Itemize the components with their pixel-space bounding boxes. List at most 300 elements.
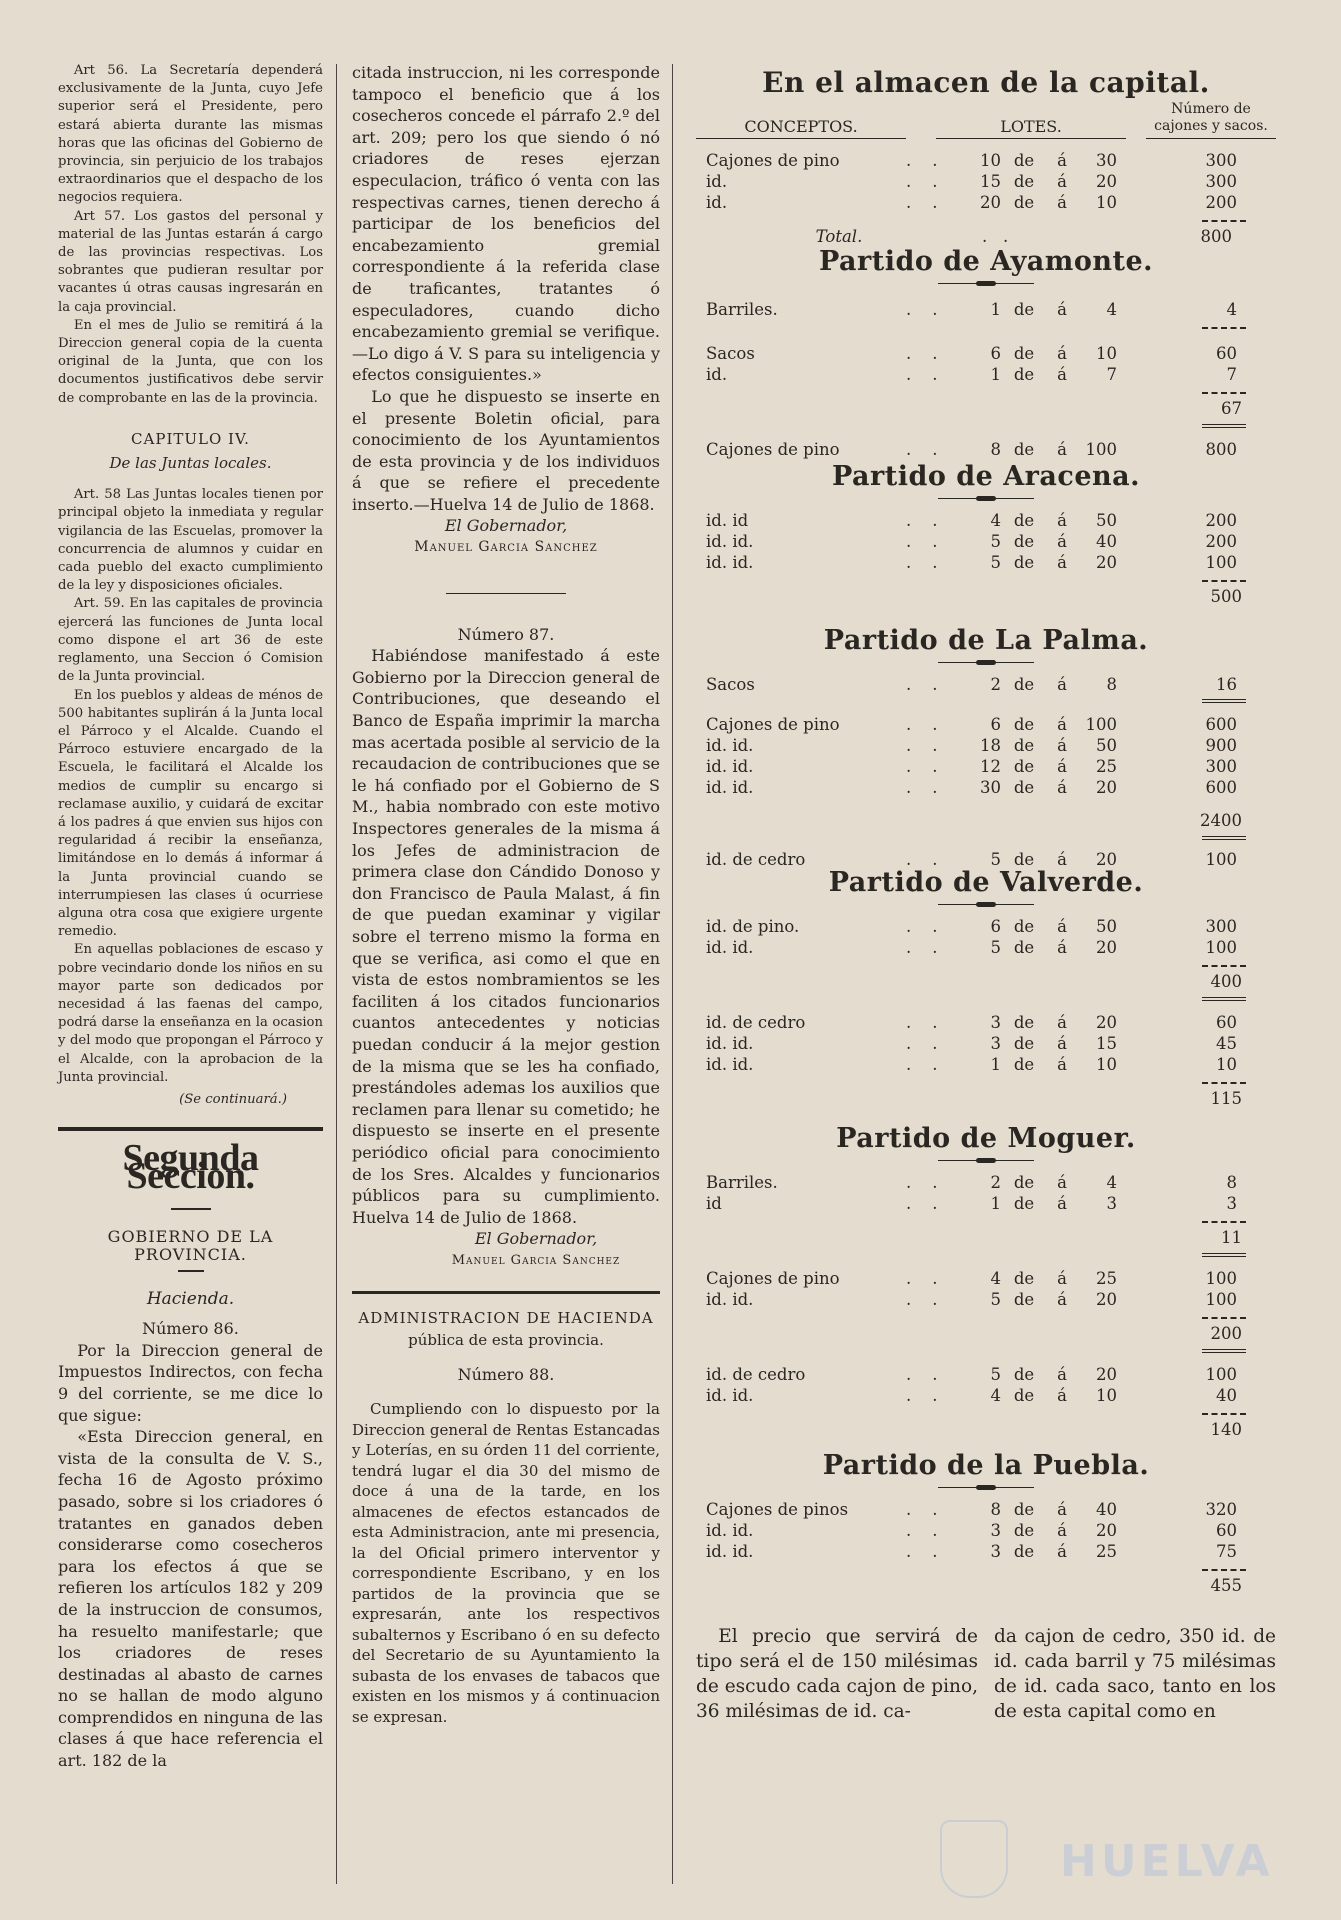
row-lot-count: 4 <box>990 1386 1001 1405</box>
row-de: de <box>1013 1269 1035 1288</box>
row-concept: id. id <box>706 511 749 530</box>
row-dots: . . <box>906 736 938 755</box>
gobernador-label: El Gobernador, <box>444 516 568 536</box>
art-56: Art 56. La Secretaría dependerá exclusivamente de la Junta, cuyo Jefe superior será el Presidente, pero estará abierta durante las mismas horas que las oficinas del Gobierno de provincia, sin perjuicio de los trabajos extraordinarios que el despacho de los negocios requiera. <box>58 63 323 206</box>
row-de: de <box>1013 1194 1035 1213</box>
row-de: de <box>1013 511 1035 530</box>
ornament <box>938 902 1034 907</box>
lot-row <box>696 1365 1276 1386</box>
double-rule <box>1202 836 1246 840</box>
section-divider <box>58 1127 323 1131</box>
row-lot-count: 1 <box>990 1194 1001 1213</box>
row-dots: . . <box>906 1194 938 1213</box>
library-stamp-icon <box>940 1820 1008 1898</box>
puebla-title: Partido de la Puebla. <box>822 1450 1150 1481</box>
sum-rule <box>1202 327 1246 330</box>
total-value: 800 <box>1200 227 1232 246</box>
row-number: 16 <box>1216 675 1237 694</box>
moguer-rows-1 <box>696 1173 1276 1215</box>
row-de: de <box>1013 917 1035 936</box>
row-lot-size: 10 <box>1096 1055 1117 1074</box>
lot-row <box>696 1521 1276 1542</box>
lot-row <box>696 365 1276 386</box>
row-lot-count: 3 <box>990 1521 1001 1540</box>
row-dots: . . <box>906 675 938 694</box>
row-number: 7 <box>1226 365 1237 384</box>
row-number: 600 <box>1205 715 1237 734</box>
chapter-subtitle: De las Juntas locales. <box>109 454 272 473</box>
row-de: de <box>1013 151 1035 170</box>
poblaciones-paragraph: En aquellas poblaciones de escaso y pobre vecindario donde los niños en su mayor parte son dedicados por necesidad á las faenas del campo, podrá darse la enseñanza en la ocasion y del modo que propongan el Párroco y el Alcalde, con la aprobacion de la Junta provincial. <box>58 942 323 1085</box>
row-de: de <box>1013 850 1035 869</box>
lot-row <box>696 1173 1276 1194</box>
capital-total-row: Total. . . 800 <box>696 227 1276 248</box>
row-a: á <box>1057 1365 1067 1384</box>
row-number: 10 <box>1216 1055 1237 1074</box>
ayamonte-sum: 67 <box>1221 399 1242 418</box>
row-concept: id <box>706 1194 722 1213</box>
lot-row <box>696 736 1276 757</box>
row-lot-count: 8 <box>990 440 1001 459</box>
row-lot-size: 50 <box>1096 511 1117 530</box>
ornament <box>938 1485 1034 1490</box>
row-lot-size: 25 <box>1096 757 1117 776</box>
row-a: á <box>1057 1194 1067 1213</box>
precio-paragraph <box>696 1624 1276 1724</box>
row-concept: Cajones de pino <box>706 715 840 734</box>
moguer-sum-2: 200 <box>1210 1324 1242 1343</box>
row-lot-count: 5 <box>990 938 1001 957</box>
lot-row <box>696 172 1276 193</box>
numero-87: Número 87. <box>457 624 555 644</box>
row-concept: id. id. <box>706 938 754 957</box>
lot-row <box>696 1290 1276 1311</box>
row-de: de <box>1013 172 1035 191</box>
lot-row <box>696 1269 1276 1290</box>
row-concept: Cajones de pinos <box>706 1500 849 1519</box>
sum-rule <box>1202 1317 1246 1320</box>
row-dots: . . <box>906 778 938 797</box>
row-a: á <box>1057 917 1067 936</box>
row-a: á <box>1057 440 1067 459</box>
row-concept: id. id. <box>706 553 754 572</box>
row-lot-size: 10 <box>1096 344 1117 363</box>
row-number: 200 <box>1205 532 1237 551</box>
ornament <box>938 496 1034 501</box>
row-number: 100 <box>1205 1290 1237 1309</box>
lot-row <box>696 532 1276 553</box>
lot-row <box>696 917 1276 938</box>
valverde-rows-1 <box>696 917 1276 959</box>
row-a: á <box>1057 511 1067 530</box>
ornament <box>938 660 1034 665</box>
row-a: á <box>1057 1500 1067 1519</box>
row-concept: id. <box>706 193 728 212</box>
row-a: á <box>1057 553 1067 572</box>
row-a: á <box>1057 172 1067 191</box>
row-number: 900 <box>1205 736 1237 755</box>
art-59: Art. 59. En las capitales de provincia ejercerá las funciones de Junta local como dispone el art 36 de este reglamento, una Seccion ó Comision de la Junta provincial. <box>58 596 323 685</box>
header-lotes: LOTES. <box>936 117 1126 139</box>
row-dots: . . <box>906 151 938 170</box>
row-de: de <box>1013 1055 1035 1074</box>
row-lot-count: 5 <box>990 532 1001 551</box>
moguer-rows-2 <box>696 1269 1276 1311</box>
row-a: á <box>1057 1521 1067 1540</box>
aracena-title: Partido de Aracena. <box>831 461 1141 492</box>
hacienda-heading: Hacienda. <box>146 1288 235 1309</box>
numero-86: Número 86. <box>142 1319 239 1339</box>
row-de: de <box>1013 1034 1035 1053</box>
sum-rule <box>1202 1569 1246 1572</box>
row-lot-size: 25 <box>1096 1269 1117 1288</box>
row-number: 300 <box>1205 917 1237 936</box>
lot-row <box>696 344 1276 365</box>
row-de: de <box>1013 938 1035 957</box>
row-a: á <box>1057 736 1067 755</box>
row-a: á <box>1057 778 1067 797</box>
row-lot-count: 2 <box>990 675 1001 694</box>
double-rule <box>1202 699 1246 703</box>
row-a: á <box>1057 850 1067 869</box>
row-de: de <box>1013 440 1035 459</box>
row-de: de <box>1013 778 1035 797</box>
aracena-rows <box>696 511 1276 574</box>
column-rule-2 <box>672 64 673 1884</box>
row-dots: . . <box>906 344 938 363</box>
lot-row <box>696 440 1276 461</box>
row-concept: id. de cedro <box>706 1365 806 1384</box>
row-concept: id. id. <box>706 1290 754 1309</box>
watermark: HUELVA <box>1060 1836 1274 1887</box>
row-a: á <box>1057 1034 1067 1053</box>
row-a: á <box>1057 757 1067 776</box>
row-number: 3 <box>1226 1194 1237 1213</box>
sum-rule <box>1202 1413 1246 1416</box>
row-lot-count: 5 <box>990 1290 1001 1309</box>
row-dots: . . <box>906 1173 938 1192</box>
row-lot-count: 1 <box>990 365 1001 384</box>
administracion-subheading: pública de esta provincia. <box>408 1331 604 1350</box>
capital-rows <box>696 151 1276 214</box>
row-de: de <box>1013 1521 1035 1540</box>
art-58: Art. 58 Las Juntas locales tienen por principal objeto la inmediata y regular vigilancia de las Escuelas, promover la concurrencia de alumnos y cuidar en cada pueblo del exacto cumplimiento de la ley y disposiciones oficiales. <box>58 487 323 594</box>
row-a: á <box>1057 300 1067 319</box>
row-de: de <box>1013 736 1035 755</box>
row-dots: . . <box>906 193 938 212</box>
row-concept: Cajones de pino <box>706 440 840 459</box>
total-label: Total. <box>815 227 863 246</box>
palma-rows-1 <box>696 675 1276 696</box>
palma-title: Partido de La Palma. <box>823 625 1149 656</box>
row-concept: Barriles. <box>706 300 778 319</box>
row-lot-count: 18 <box>980 736 1001 755</box>
row-dots: . . <box>906 1365 938 1384</box>
continuara: (Se continuará.) <box>179 1091 287 1107</box>
gobierno-heading: GOBIERNO DE LA PROVINCIA. <box>107 1226 274 1264</box>
n87-text: Habiéndose manifestado á este Gobierno por la Direccion general de Contribuciones, que deseando el Banco de España imprimir la marcha mas acertada posible al servicio de la recaudacion de contribuciones que se le há confiado por el Gobierno de S M., habia nombrado con este motivo Inspectores generales de la misma á los Jefes de administracion de primera clase don Cándido Donoso y don Francisco de Paula Malast, á fin de que puedan examinar y vigilar sobre el terreno mismo la forma en que se verifica, asi como el que en vista de estos nombramientos se les faciliten á los citados funcionarios cuantos antecedentes y noticias puedan conducir á la mejor gestion de la misma que se les ha confiado, prestándoles ademas los auxilios que reclamen para llenar su cometido; he dispuesto se inserte en el presente periódico oficial para conocimiento de los Sres. Alcaldes y funcionarios públicos para su cumplimiento. Huelva 14 de Julio de 1868. <box>352 646 660 1227</box>
row-number: 600 <box>1205 778 1237 797</box>
row-dots: . . <box>906 440 938 459</box>
ayamonte-rows-1 <box>696 300 1276 321</box>
palma-rows-2 <box>696 715 1276 799</box>
short-rule <box>171 1208 211 1210</box>
row-concept: id. id. <box>706 1542 754 1561</box>
row-lot-size: 10 <box>1096 193 1117 212</box>
row-concept: id. id. <box>706 736 754 755</box>
row-lot-size: 10 <box>1096 1386 1117 1405</box>
row-number: 45 <box>1216 1034 1237 1053</box>
row-lot-count: 15 <box>980 172 1001 191</box>
row-lot-count: 30 <box>980 778 1001 797</box>
row-a: á <box>1057 675 1067 694</box>
row-number: 100 <box>1205 1269 1237 1288</box>
row-a: á <box>1057 151 1067 170</box>
chapter-heading: CAPITULO IV. <box>131 429 250 448</box>
lot-row <box>696 778 1276 799</box>
moguer-rows-3 <box>696 1365 1276 1407</box>
column-3 <box>696 66 1276 1724</box>
row-de: de <box>1013 300 1035 319</box>
valverde-rows-2 <box>696 1013 1276 1076</box>
lot-row <box>696 1055 1276 1076</box>
row-lot-size: 15 <box>1096 1034 1117 1053</box>
sum-rule <box>1202 965 1246 968</box>
row-dots: . . <box>906 172 938 191</box>
lot-row <box>696 553 1276 574</box>
sum-rule <box>1202 220 1246 223</box>
row-number: 40 <box>1216 1386 1237 1405</box>
row-lot-size: 100 <box>1085 715 1117 734</box>
double-rule <box>1202 1349 1246 1353</box>
row-lot-count: 5 <box>990 1365 1001 1384</box>
header-numero: Número de cajones y sacos. <box>1146 101 1276 139</box>
row-de: de <box>1013 1013 1035 1032</box>
row-de: de <box>1013 757 1035 776</box>
julio-paragraph: En el mes de Julio se remitirá á la Direccion general copia de la cuenta original de la Junta, que con los documentos justificativos debe servir de comprobante en las de la provincia. <box>58 317 323 406</box>
row-lot-size: 50 <box>1096 736 1117 755</box>
row-dots: . . <box>906 532 938 551</box>
moguer-title: Partido de Moguer. <box>836 1123 1136 1154</box>
row-lot-size: 25 <box>1096 1542 1117 1561</box>
puebla-sum: 455 <box>1210 1576 1242 1595</box>
segunda-seccion-heading: Segunda Seccion. <box>122 1137 259 1198</box>
row-a: á <box>1057 1542 1067 1561</box>
row-lot-count: 10 <box>980 151 1001 170</box>
divider <box>446 593 566 594</box>
row-dots: . . <box>906 1055 938 1074</box>
row-concept: id. <box>706 365 728 384</box>
row-number: 200 <box>1205 511 1237 530</box>
ayamonte-rows-3 <box>696 440 1276 461</box>
pueblos-paragraph: En los pueblos y aldeas de ménos de 500 habitantes suplirán á la Junta local el Párroco y el Alcalde. Cuando el Párroco estuviere encargado de la Escuela, le facilitará el Alcalde los medios de cumplir su encargo si reclamase auxilio, y cuidará de excitar á los padres á que envien sus hijos con regularidad á recibir la enseñanza, limitándose en lo demás á informar á la Junta provincial cuando se interrumpiesen las clases ú ocurriese alguna otra cosa que exigiere urgente remedio. <box>58 687 323 940</box>
row-de: de <box>1013 532 1035 551</box>
row-a: á <box>1057 1013 1067 1032</box>
gobernador-name: Manuel Garcia Sanchez <box>414 539 598 556</box>
row-a: á <box>1057 365 1067 384</box>
lot-row <box>696 511 1276 532</box>
row-de: de <box>1013 553 1035 572</box>
row-concept: id. id. <box>706 1521 754 1540</box>
column-2 <box>352 62 660 1727</box>
row-dots: . . <box>906 1500 938 1519</box>
row-lot-size: 40 <box>1096 532 1117 551</box>
row-lot-size: 3 <box>1106 1194 1117 1213</box>
sum-rule <box>1202 1082 1246 1085</box>
row-dots: . . <box>906 511 938 530</box>
row-lot-count: 5 <box>990 553 1001 572</box>
row-number: 100 <box>1205 938 1237 957</box>
row-number: 300 <box>1205 757 1237 776</box>
row-lot-size: 20 <box>1096 1290 1117 1309</box>
row-concept: id. id. <box>706 1386 754 1405</box>
lot-row <box>696 1013 1276 1034</box>
row-dots: . . <box>906 850 938 869</box>
row-concept: Sacos <box>706 344 755 363</box>
row-de: de <box>1013 1500 1035 1519</box>
row-dots: . . <box>906 300 938 319</box>
row-de: de <box>1013 1386 1035 1405</box>
row-de: de <box>1013 193 1035 212</box>
table-header <box>696 101 1276 139</box>
row-lot-count: 4 <box>990 1269 1001 1288</box>
row-lot-count: 3 <box>990 1542 1001 1561</box>
row-lot-size: 20 <box>1096 778 1117 797</box>
row-a: á <box>1057 938 1067 957</box>
art-57: Art 57. Los gastos del personal y material de las Juntas estarán á cargo de las provincias respectivas. Los sobrantes que pudieran resultar por vacantes ú otras causas ingresarán en la caja provincial. <box>58 208 323 315</box>
column-1 <box>58 62 323 1772</box>
dispuesto-paragraph: Lo que he dispuesto se inserte en el presente Boletin oficial, para conocimiento de los Ayuntamientos de esta provincia y de los individuos á que se refiere el precedente inserto.—Huelva 14 de Julio de 1868. <box>352 386 660 514</box>
row-lot-count: 1 <box>990 1055 1001 1074</box>
row-concept: Cajones de pino <box>706 1269 840 1288</box>
row-a: á <box>1057 1269 1067 1288</box>
row-lot-size: 4 <box>1106 300 1117 319</box>
row-concept: id. id. <box>706 1034 754 1053</box>
gobernador-name-2: Manuel Garcia Sanchez <box>451 1252 621 1268</box>
row-lot-count: 6 <box>990 715 1001 734</box>
sum-rule <box>1202 580 1246 583</box>
lot-row <box>696 300 1276 321</box>
row-lot-count: 6 <box>990 917 1001 936</box>
row-a: á <box>1057 1290 1067 1309</box>
lot-row <box>696 675 1276 696</box>
row-a: á <box>1057 1173 1067 1192</box>
double-rule <box>1202 1253 1246 1257</box>
row-lot-count: 1 <box>990 300 1001 319</box>
palma-sum: 2400 <box>1200 811 1242 830</box>
row-number: 320 <box>1205 1500 1237 1519</box>
sum-rule <box>1202 392 1246 395</box>
row-dots: . . <box>906 1521 938 1540</box>
row-a: á <box>1057 1055 1067 1074</box>
row-lot-size: 40 <box>1096 1500 1117 1519</box>
row-lot-size: 20 <box>1096 553 1117 572</box>
row-number: 100 <box>1205 553 1237 572</box>
row-lot-size: 20 <box>1096 938 1117 957</box>
lot-row <box>696 757 1276 778</box>
row-concept: id. id. <box>706 778 754 797</box>
row-a: á <box>1057 532 1067 551</box>
row-de: de <box>1013 344 1035 363</box>
row-lot-count: 3 <box>990 1034 1001 1053</box>
row-dots: . . <box>906 365 938 384</box>
row-de: de <box>1013 1290 1035 1309</box>
valverde-title: Partido de Valverde. <box>828 867 1144 898</box>
row-dots: . . <box>906 938 938 957</box>
row-lot-size: 4 <box>1106 1173 1117 1192</box>
n86-quote: «Esta Direccion general, en vista de la consulta de V. S., fecha 16 de Agosto próximo pasado, sobre si los criadores ó tratantes en ganados deben considerarse como cosecheros para los efectos á que se refieren los artículos 182 y 209 de la instruccion de consumos, ha resuelto manifestarle; que los criadores de reses destinadas al abasto de carnes no se hallan de modo alguno comprendidos en ninguna de las clases á que hace referencia el art. 182 de la <box>58 1427 323 1771</box>
row-number: 60 <box>1216 1521 1237 1540</box>
section-divider-2 <box>352 1291 660 1294</box>
row-dots: . . <box>906 1386 938 1405</box>
row-concept: id. id. <box>706 757 754 776</box>
lot-row <box>696 193 1276 214</box>
row-lot-count: 8 <box>990 1500 1001 1519</box>
row-number: 100 <box>1205 1365 1237 1384</box>
n88-text: Cumpliendo con lo dispuesto por la Direccion general de Rentas Estancadas y Loterías, en su órden 11 del corriente, tendrá lugar el dia 30 del mismo de doce á una de la tarde, en los almacenes de efectos estancados de esta Administracion, ante mi presencia, la del Oficial primero interventor y correspondiente Escribano, y en los partidos de la provincia que se expresarán, ante los respectivos subalternos y Escribano ó en su defecto del Secretario de su Ayuntamiento la subasta de los envases de tabacos que existen en los mismos y á continuacion se expresan. <box>352 1400 661 1726</box>
puebla-rows <box>696 1500 1276 1563</box>
valverde-sum-1: 400 <box>1210 972 1242 991</box>
row-dots: . . <box>906 1034 938 1053</box>
row-a: á <box>1057 1386 1067 1405</box>
lot-row <box>696 1034 1276 1055</box>
lot-row <box>696 1386 1276 1407</box>
gobernador-label-2: El Gobernador, <box>474 1229 598 1249</box>
row-dots: . . <box>906 715 938 734</box>
aracena-sum: 500 <box>1210 587 1242 606</box>
row-de: de <box>1013 1173 1035 1192</box>
row-concept: id. id. <box>706 532 754 551</box>
lot-row <box>696 715 1276 736</box>
row-lot-count: 5 <box>990 850 1001 869</box>
double-rule <box>1202 424 1246 428</box>
sum-rule <box>1202 1221 1246 1224</box>
row-dots: . . <box>906 1013 938 1032</box>
numero-88: Número 88. <box>457 1364 555 1384</box>
row-lot-count: 6 <box>990 344 1001 363</box>
row-lot-size: 7 <box>1106 365 1117 384</box>
row-lot-size: 50 <box>1096 917 1117 936</box>
row-concept: id. id. <box>706 1055 754 1074</box>
row-concept: id. de cedro <box>706 1013 806 1032</box>
lot-row <box>696 1194 1276 1215</box>
valverde-sum-2: 115 <box>1210 1089 1242 1108</box>
row-lot-size: 20 <box>1096 1013 1117 1032</box>
row-number: 300 <box>1205 151 1237 170</box>
row-concept: id. de pino. <box>706 917 800 936</box>
row-de: de <box>1013 675 1035 694</box>
n86-text: Por la Direccion general de Impuestos Indirectos, con fecha 9 del corriente, se me dice lo que sigue: <box>58 1340 323 1425</box>
row-number: 75 <box>1216 1542 1237 1561</box>
row-a: á <box>1057 715 1067 734</box>
administracion-heading: ADMINISTRACION DE HACIENDA <box>358 1309 654 1328</box>
row-de: de <box>1013 1542 1035 1561</box>
precio-left: El precio que servirá de tipo será el de 150 milésimas de escudo cada cajon de pino, 36 milésimas de id. ca- <box>696 1626 978 1722</box>
row-dots: . . <box>906 1290 938 1309</box>
row-lot-size: 30 <box>1096 151 1117 170</box>
row-de: de <box>1013 715 1035 734</box>
row-number: 8 <box>1226 1173 1237 1192</box>
row-de: de <box>1013 1365 1035 1384</box>
row-lot-count: 20 <box>980 193 1001 212</box>
row-dots: . . <box>906 553 938 572</box>
ayamonte-title: Partido de Ayamonte. <box>818 246 1154 277</box>
column-rule-1 <box>336 64 337 1884</box>
row-lot-size: 20 <box>1096 1521 1117 1540</box>
moguer-sum-1: 11 <box>1221 1228 1242 1247</box>
header-conceptos: CONCEPTOS. <box>696 117 906 139</box>
row-dots: . . <box>906 1542 938 1561</box>
